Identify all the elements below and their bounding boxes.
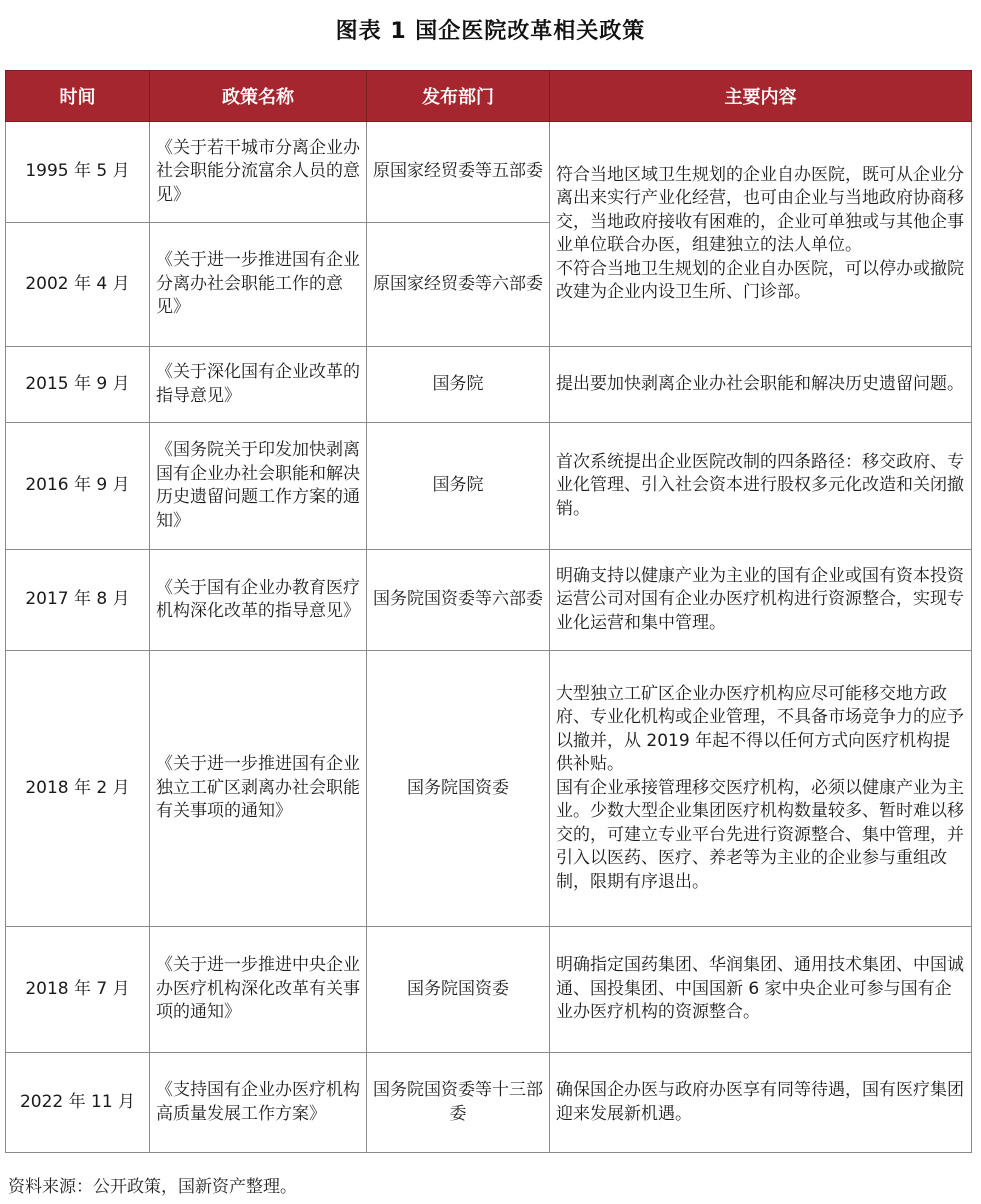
row-time: 2022 年 11 月 [6,1053,150,1153]
table-row [6,927,972,1053]
row-policy-name: 《关于进一步推进中央企业办医疗机构深化改革有关事项的通知》 [150,927,367,1053]
row-content: 明确指定国药集团、华润集团、通用技术集团、中国诚通、国投集团、中国国新 6 家中央企业可参与国有企业办医疗机构的资源整合。 [550,927,972,1053]
row-policy-name: 《关于进一步推进国有企业独立工矿区剥离办社会职能有关事项的通知》 [150,651,367,927]
row-department: 国务院国资委等六部委 [367,550,550,651]
table-row [6,1053,972,1153]
table-title: 图表 1 国企医院改革相关政策 [335,19,646,44]
header-time: 时间 [6,71,150,122]
row-content [550,651,972,927]
row-department: 原国家经贸委等六部委 [367,223,550,347]
row-department: 国务院 [367,347,550,423]
source-note: 资料来源：公开政策，国新资产整理。 [8,1177,297,1197]
header-policy-name: 政策名称 [150,71,367,122]
policy-table [5,70,972,1153]
row-department: 国务院国资委等十三部委 [367,1053,550,1153]
row-time: 2002 年 4 月 [6,223,150,347]
row-policy-name: 《关于国有企业办教育医疗机构深化改革的指导意见》 [150,550,367,651]
row-content [550,122,972,347]
row-department: 国务院国资委 [367,651,550,927]
content-paragraph: 不符合当地卫生规划的企业自办医院，可以停办或撤院改建为企业内设卫生所、门诊部。 [556,258,964,302]
row-policy-name: 《关于进一步推进国有企业分离办社会职能工作的意见》 [150,223,367,347]
row-time: 2017 年 8 月 [6,550,150,651]
row-time: 2018 年 2 月 [6,651,150,927]
content-paragraph: 大型独立工矿区企业办医疗机构应尽可能移交地方政府、专业化机构或企业管理，不具备市场竞争力的应予以撤并，从 2019 年起不得以任何方式向医疗机构提供补贴。 [556,683,964,775]
row-policy-name: 《关于深化国有企业改革的指导意见》 [150,347,367,423]
row-content: 确保国企办医与政府办医享有同等待遇，国有医疗集团迎来发展新机遇。 [550,1053,972,1153]
row-policy-name: 《支持国有企业办医疗机构高质量发展工作方案》 [150,1053,367,1153]
row-content: 首次系统提出企业医院改制的四条路径：移交政府、专业化管理、引入社会资本进行股权多元化改造和关闭撤销。 [550,423,972,550]
row-department: 原国家经贸委等五部委 [367,122,550,223]
table-row [6,122,972,223]
header-row [6,71,972,122]
table-row [6,550,972,651]
table-row [6,651,972,927]
row-time: 2018 年 7 月 [6,927,150,1053]
row-policy-name: 《国务院关于印发加快剥离国有企业办社会职能和解决历史遗留问题工作方案的通知》 [150,423,367,550]
row-content: 提出要加快剥离企业办社会职能和解决历史遗留问题。 [550,347,972,423]
row-time: 1995 年 5 月 [6,122,150,223]
row-time: 2015 年 9 月 [6,347,150,423]
row-department: 国务院 [367,423,550,550]
content-paragraph: 国有企业承接管理移交医疗机构，必须以健康产业为主业。少数大型企业集团医疗机构数量较多、暂时难以移交的，可建立专业平台先进行资源整合、集中管理，并引入以医药、医疗、养老等为主业的企业参与重组改制，限期有序退出。 [556,777,964,892]
table-row [6,347,972,423]
content-paragraph: 符合当地区域卫生规划的企业自办医院，既可从企业分离出来实行产业化经营，也可由企业与当地政府协商移交，当地政府接收有困难的，企业可单独或与其他企事业单位联合办医，组建独立的法人单位。 [556,164,964,255]
row-content: 明确支持以健康产业为主业的国有企业或国有资本投资运营公司对国有企业办医疗机构进行资源整合，实现专业化运营和集中管理。 [550,550,972,651]
row-policy-name: 《关于若干城市分离企业办社会职能分流富余人员的意见》 [150,122,367,223]
row-time: 2016 年 9 月 [6,423,150,550]
table-row [6,423,972,550]
header-content: 主要内容 [550,71,972,122]
row-department: 国务院国资委 [367,927,550,1053]
header-department: 发布部门 [367,71,550,122]
